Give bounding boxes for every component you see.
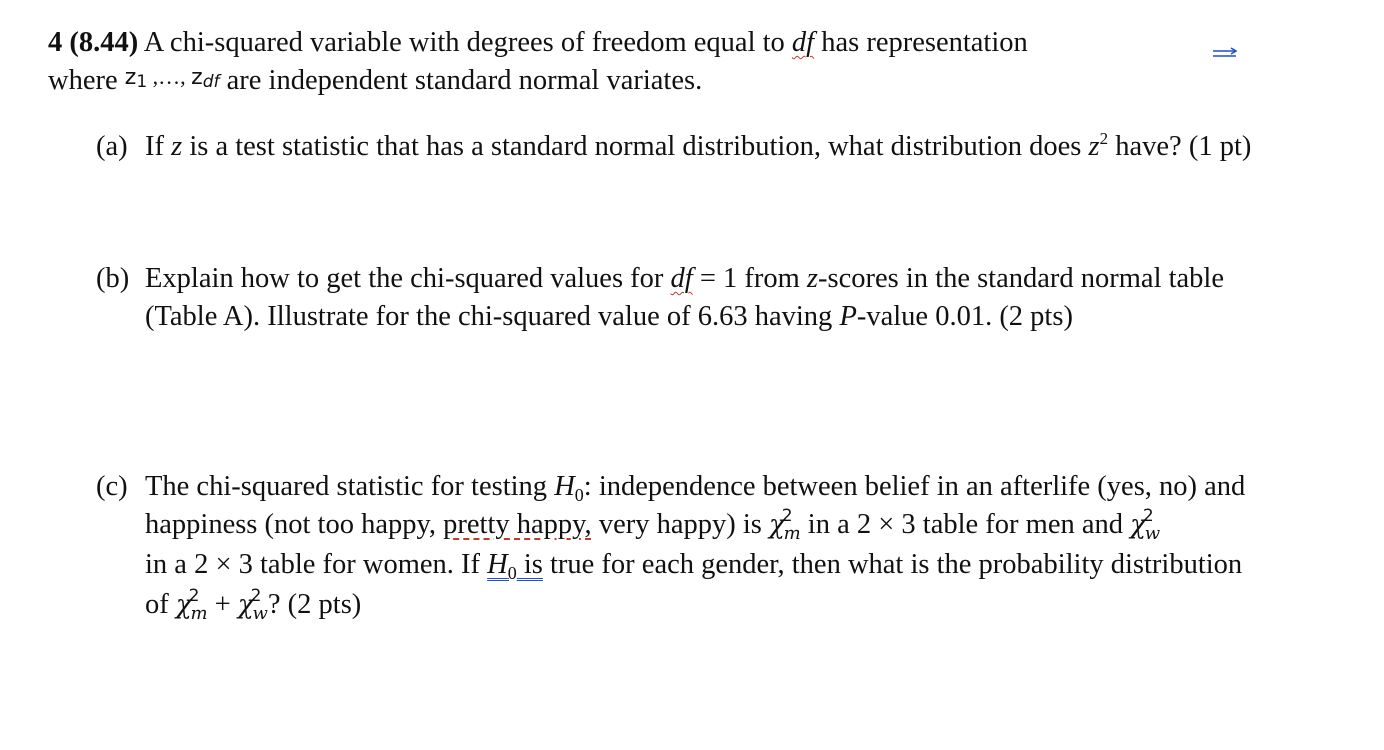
intro-text-2-end: are independent standard normal variates.	[219, 65, 703, 96]
chi-squared-m: $\chi^2_m$	[175, 586, 208, 624]
chi-squared-m: $\chi^2_m$	[768, 506, 801, 544]
chi-squared-w: $\chi^2_w$	[237, 586, 268, 624]
h-variable: H	[554, 471, 575, 502]
part-c-line-1: The chi-squared statistic for testing $H_0$: independence between belief in an afterlife (yes, no) and	[145, 471, 1246, 505]
part-c-line-4: of $\chi^2_m + \chi^2_w$? (2 pts)	[145, 586, 362, 624]
h-subscript: 0	[574, 485, 584, 505]
pretty-happy-text: pretty happy,	[443, 509, 592, 540]
ellipsis: ,…,	[147, 64, 192, 89]
chi-squared-w: $\chi^2_w$	[1130, 506, 1161, 544]
problem-number: 4 (8.44)	[48, 27, 139, 58]
z1-symbol: z1	[124, 65, 148, 92]
part-b-label: (b)	[96, 263, 130, 294]
df-symbol: df	[670, 263, 693, 294]
p-variable: P	[839, 301, 857, 332]
problem-intro-line-1	[48, 26, 1028, 60]
part-b-line-1: Explain how to get the chi-squared values for df = 1 from z-scores in the standard normal table	[145, 263, 1225, 294]
intro-text-2-start: where	[48, 65, 125, 96]
part-a-text: If z is a test statistic that has a standard normal distribution, what distribution does $z^2$ have? (1 pt)	[145, 129, 1252, 162]
plus-sign: +	[207, 589, 238, 620]
z-variable: z	[171, 131, 183, 162]
exponent: 2	[1099, 129, 1109, 148]
part-c-line-2: happiness (not too happy, pretty happy, very happy) is $\chi^2_m$ in a 2 × 3 table for men and $\chi^2_w$	[145, 506, 1161, 544]
z-variable: z	[806, 263, 819, 294]
intro-text-1: A chi-squared variable with degrees of freedom equal to	[138, 27, 792, 58]
part-c-label: (c)	[96, 471, 128, 502]
insert-arrow-icon	[1212, 46, 1238, 60]
intro-text-1-end: has representation	[814, 27, 1028, 58]
part-c-line-3: in a 2 × 3 table for women. If $H_0$ is true for each gender, then what is the probability distribution	[145, 549, 1243, 583]
part-b-line-2: (Table A). Illustrate for the chi-squared value of 6.63 having P-value 0.01. (2 pts)	[145, 301, 1073, 332]
df-symbol: df	[791, 27, 815, 58]
z-variable: z	[1088, 131, 1100, 162]
part-a-label: (a)	[96, 131, 128, 162]
problem-intro-line-2	[48, 64, 702, 101]
zdf-symbol: zdf	[191, 65, 220, 92]
h0-is-text: $H_0$ is	[487, 549, 543, 583]
